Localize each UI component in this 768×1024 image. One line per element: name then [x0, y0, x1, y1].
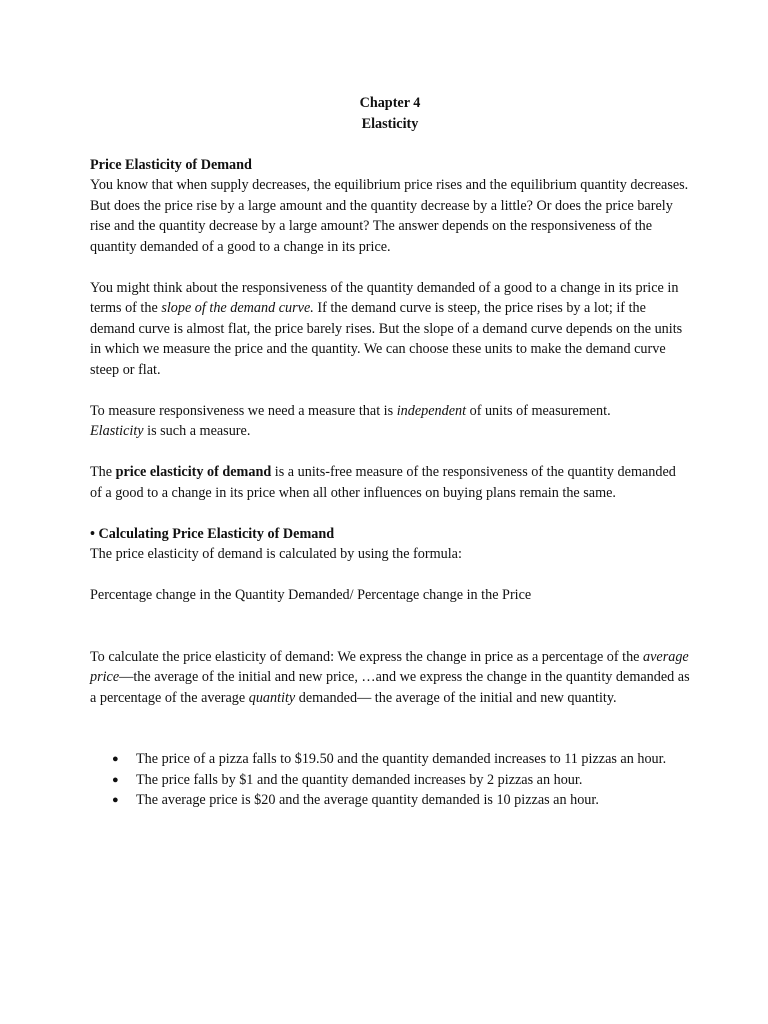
- document-page: [90, 93, 690, 811]
- list-item: ● The price of a pizza falls to $19.50 and the quantity demanded increases to 11 pizzas an hour.: [90, 749, 690, 770]
- chapter-title: Elasticity: [361, 115, 419, 132]
- chapter-number: Chapter 4: [359, 95, 421, 111]
- list-item: ● The price falls by $1 and the quantity demanded increases by 2 pizzas an hour.: [90, 770, 690, 791]
- text-run: is such a measure.: [143, 423, 251, 439]
- text-run: of units of measurement.: [466, 402, 611, 419]
- spacer: [90, 626, 690, 647]
- spacer: [90, 708, 690, 729]
- spacer: [90, 729, 690, 750]
- paragraph-calculation: [90, 647, 690, 709]
- spacer: [90, 503, 690, 524]
- text-run: To calculate the price elasticity of demand: We express the change in price as a percentage of the: [90, 648, 644, 665]
- text-run: You might think about the responsiveness of the quantity demanded of a good to a change in its price in terms of the: [90, 279, 679, 316]
- term-price-elasticity: price elasticity of demand: [115, 464, 272, 480]
- text-run: demanded— the average of the initial and new quantity.: [295, 689, 617, 706]
- spacer: [90, 442, 690, 463]
- paragraph-measure: [90, 401, 690, 442]
- list-item: ● The average price is $20 and the average quantity demanded is 10 pizzas an hour.: [90, 790, 690, 811]
- pizza-example-list: [90, 749, 690, 811]
- emphasis-elasticity: Elasticity: [90, 423, 144, 439]
- emphasis-independent: independent: [396, 402, 467, 419]
- emphasis-slope: slope of the demand curve.: [161, 300, 314, 316]
- text-run: If the demand curve is steep, the price rises by a lot; if the demand curve is almost flat, the price barely rises. But the slope of a demand curve depends on the units in which we measure the price and the quantity. We can choose these units to make the demand curve steep or flat.: [90, 300, 683, 378]
- paragraph-slope: [90, 278, 690, 381]
- text-run: is a units-free measure of the responsiveness of the quantity demanded of a good to a change in its price when all other influences on buying plans remain the same.: [90, 464, 676, 501]
- section-heading-price-elasticity: Price Elasticity of Demand: [90, 156, 252, 173]
- text-run: —the average of the initial and new price, …and we express the change in the quantity demanded as a percentage of the average: [90, 669, 690, 706]
- spacer: [90, 565, 690, 586]
- spacer: [90, 380, 690, 401]
- text-run: To measure responsiveness we need a measure that is: [90, 402, 397, 419]
- emphasis-quantity: quantity: [248, 689, 296, 706]
- formula-text: Percentage change in the Quantity Demanded/ Percentage change in the Price: [90, 587, 532, 603]
- section-heading-calculating: • Calculating Price Elasticity of Demand: [90, 525, 335, 542]
- paragraph-intro: You know that when supply decreases, the equilibrium price rises and the equilibrium quantity decreases. But does the price rise by a large amount and the quantity decrease by a little? Or does the price barely rise and the quantity decrease by a large amount? The answer depends on the responsiveness of the quantity demanded of a good to a change in its price.: [90, 177, 689, 255]
- text-run: The: [90, 464, 116, 480]
- spacer: [90, 257, 690, 278]
- paragraph-formula-intro: The price elasticity of demand is calculated by using the formula:: [90, 546, 462, 562]
- paragraph-definition: [90, 462, 690, 503]
- emphasis-average-price: average price: [90, 648, 689, 685]
- spacer: [90, 134, 690, 155]
- spacer: [90, 606, 690, 627]
